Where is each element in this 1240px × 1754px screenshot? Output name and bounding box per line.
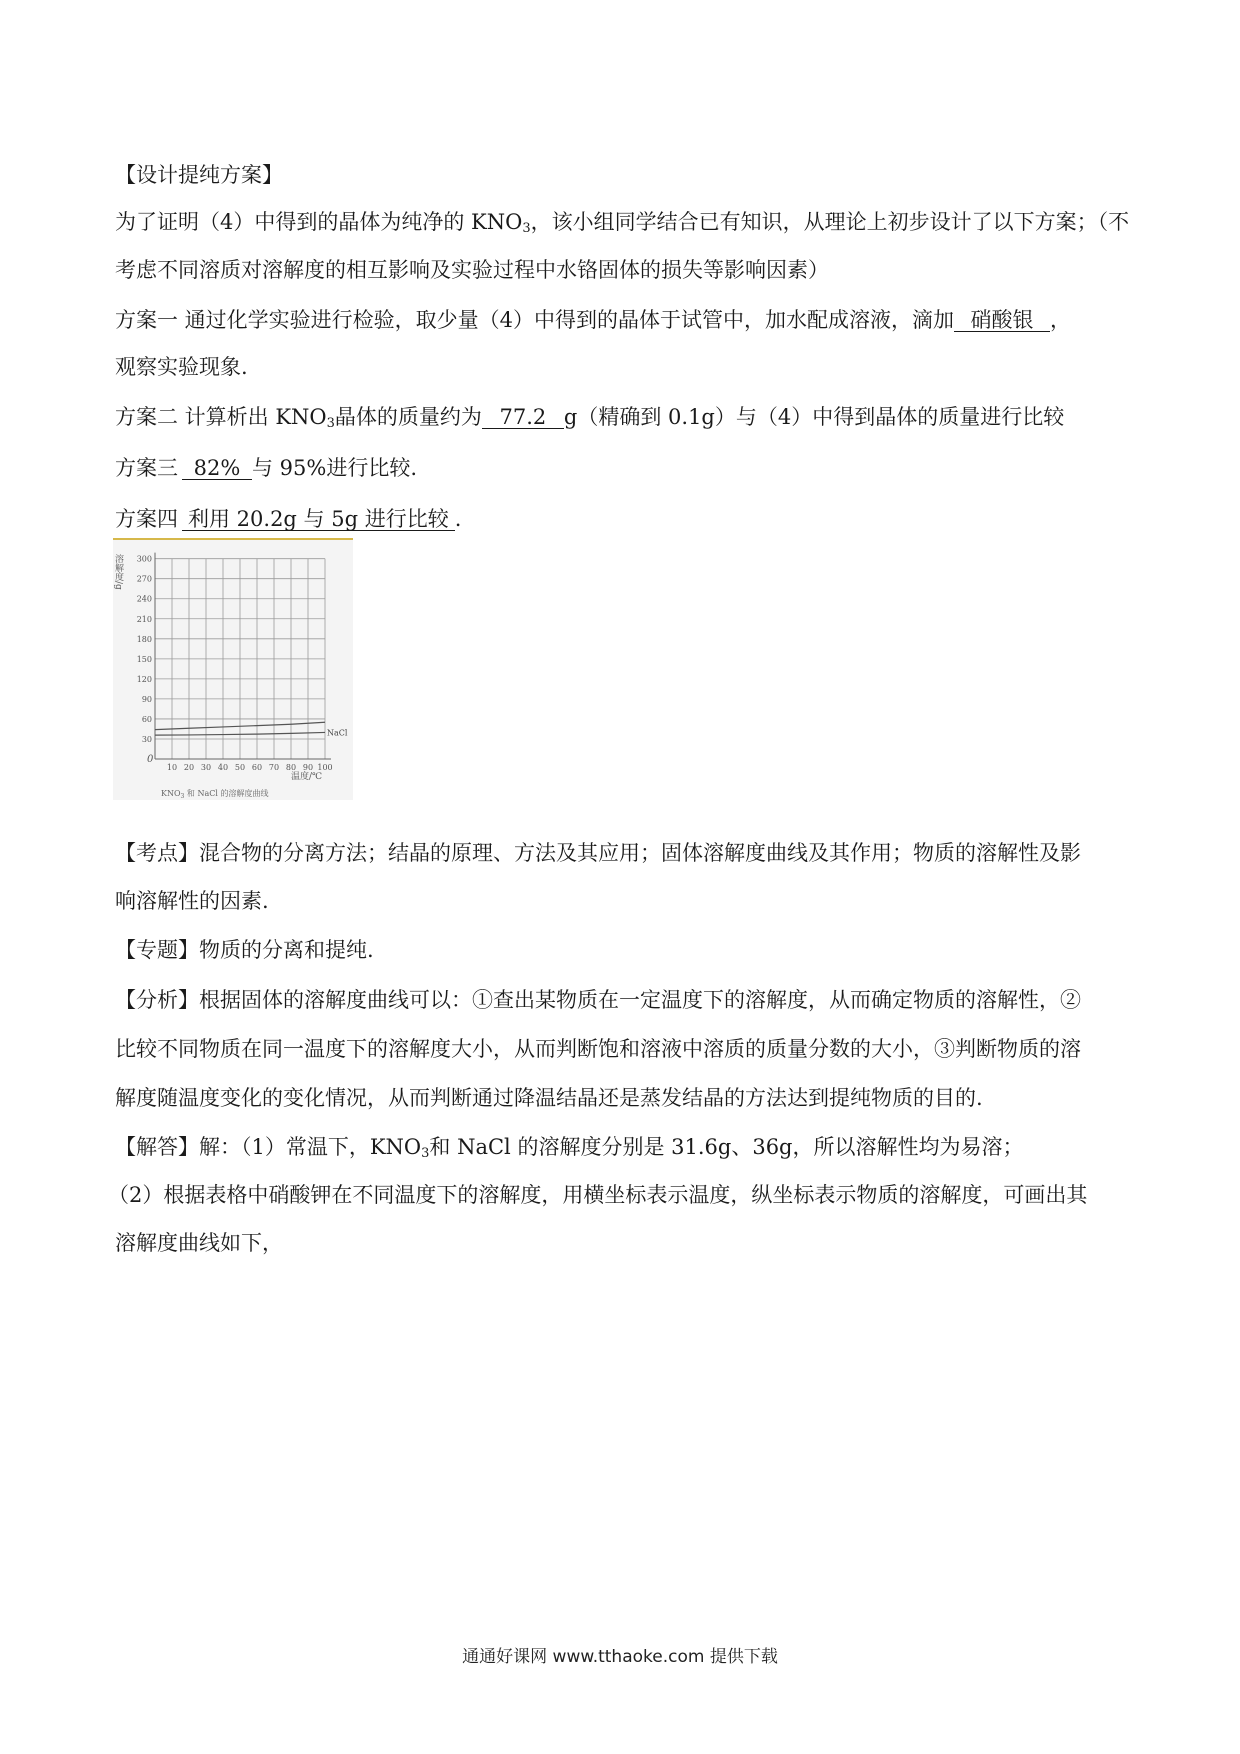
plan-4-end: . [454,507,462,531]
fenxi-line-2: 比较不同物质在同一温度下的溶解度大小，从而判断饱和溶液中溶质的质量分数的大小，③判断物质的溶 [115,1037,1081,1061]
kaodian-line-1 [115,840,1081,866]
intro-text-a: 为了证明（4）中得到的晶体为纯净的 KNO [115,210,523,234]
x-tick-label: 30 [200,763,212,772]
fenxi-line-1 [115,987,1081,1013]
y-tick-label: 150 [136,654,152,664]
y-tick-label: 30 [141,734,152,744]
x-axis-label: 温度/℃ [291,772,323,782]
intro-line-2: 考虑不同溶质对溶解度的相互影响及实验过程中水铬固体的损失等影响因素） [115,258,829,282]
subscript: 3 [421,1146,430,1161]
plan-3-label: 方案三 [115,456,178,480]
x-tick-label: 60 [251,763,263,772]
plan-1-end: ， [1050,308,1072,332]
plan-4-line [115,506,461,532]
plan-3-text: 与 95%进行比较. [252,456,418,480]
kaodian-line-2: 响溶解性的因素. [115,889,269,913]
x-tick-label: 10 [166,763,178,772]
x-tick-label: 80 [285,763,297,772]
plan-4-answer: 利用 20.2g 与 5g 进行比较 [182,508,455,531]
x-tick-label: 100 [317,763,333,772]
y-tick-label: 90 [141,694,152,704]
origin-label: 0 [147,754,154,765]
subscript: 3 [522,221,531,236]
y-tick-label: 300 [136,554,152,564]
y-tick-label: 60 [141,714,152,724]
jieda-2-line-1: （2）根据表格中硝酸钾在不同温度下的溶解度，用横坐标表示温度，纵坐标表示物质的溶解度，可画出其 [108,1183,1088,1207]
jieda-text-b: 和 NaCl 的溶解度分别是 31.6g、36g，所以溶解性均为易溶； [429,1135,1024,1159]
jieda-text-a: 解：（1）常温下，KNO [199,1135,422,1159]
x-tick-label: 20 [183,763,195,772]
plan-2-line [115,404,1064,430]
y-tick-label: 240 [136,594,152,604]
intro-text-b: ，该小组同学结合已有知识，从理论上初步设计了以下方案；（不 [530,210,1130,234]
zhuanti-line [115,937,374,963]
page-footer: 通通好课网 www.tthaoke.com 提供下载 [462,1647,778,1667]
plan-3-line [115,455,417,481]
y-tick-label: 180 [136,634,152,644]
plan-4-label: 方案四 [115,507,178,531]
caption-text-b: 和 NaCl 的溶解度曲线 [184,789,269,798]
jieda-line-1 [115,1134,1024,1160]
plan-3-answer: 82% [182,457,252,480]
plan-1-line-1 [115,307,1071,333]
intro-line-1 [115,209,1129,235]
plan-1-answer: 硝酸银 [954,309,1050,332]
fenxi-label: 【分析】 [115,988,199,1012]
kaodian-label: 【考点】 [115,841,199,865]
y-tick-label: 270 [136,574,152,584]
fenxi-text-1: 根据固体的溶解度曲线可以：①查出某物质在一定温度下的溶解度，从而确定物质的溶解性，② [199,988,1081,1012]
caption-subscript: 3 [180,793,185,800]
jieda-2-line-2: 溶解度曲线如下， [115,1231,283,1255]
plan-1-text: 方案一 通过化学实验进行检验，取少量（4）中得到的晶体于试管中，加水配成溶液，滴加 [115,308,955,332]
zhuanti-text: 物质的分离和提纯. [199,938,374,962]
zhuanti-label: 【专题】 [115,938,199,962]
fenxi-line-3: 解度随温度变化的变化情况，从而判断通过降温结晶还是蒸发结晶的方法达到提纯物质的目的. [115,1086,983,1110]
subscript: 3 [326,416,335,431]
series-label: NaCl [327,728,348,738]
plan-2-answer: 77.2 [482,406,564,429]
y-tick-label: 210 [136,614,152,624]
x-tick-label: 90 [302,763,314,772]
x-tick-label: 70 [268,763,280,772]
plan-2-text-b: 晶体的质量约为 [334,405,482,429]
solubility-chart [113,538,353,800]
caption-text-a: KNO [161,789,181,798]
kaodian-text: 混合物的分离方法；结晶的原理、方法及其应用；固体溶解度曲线及其作用；物质的溶解性及影 [199,841,1081,865]
x-tick-label: 50 [234,763,246,772]
y-tick-label: 120 [136,674,152,684]
plan-2-text-a: 方案二 计算析出 KNO [115,405,327,429]
y-axis-label: 溶解度/g [113,554,123,590]
jieda-label: 【解答】 [115,1135,199,1159]
plan-2-text-c: g（精确到 0.1g）与（4）中得到晶体的质量进行比较 [563,405,1065,429]
plan-1-line-2: 观察实验现象. [115,355,248,379]
x-tick-label: 40 [217,763,229,772]
design-heading: 【设计提纯方案】 [115,163,283,187]
